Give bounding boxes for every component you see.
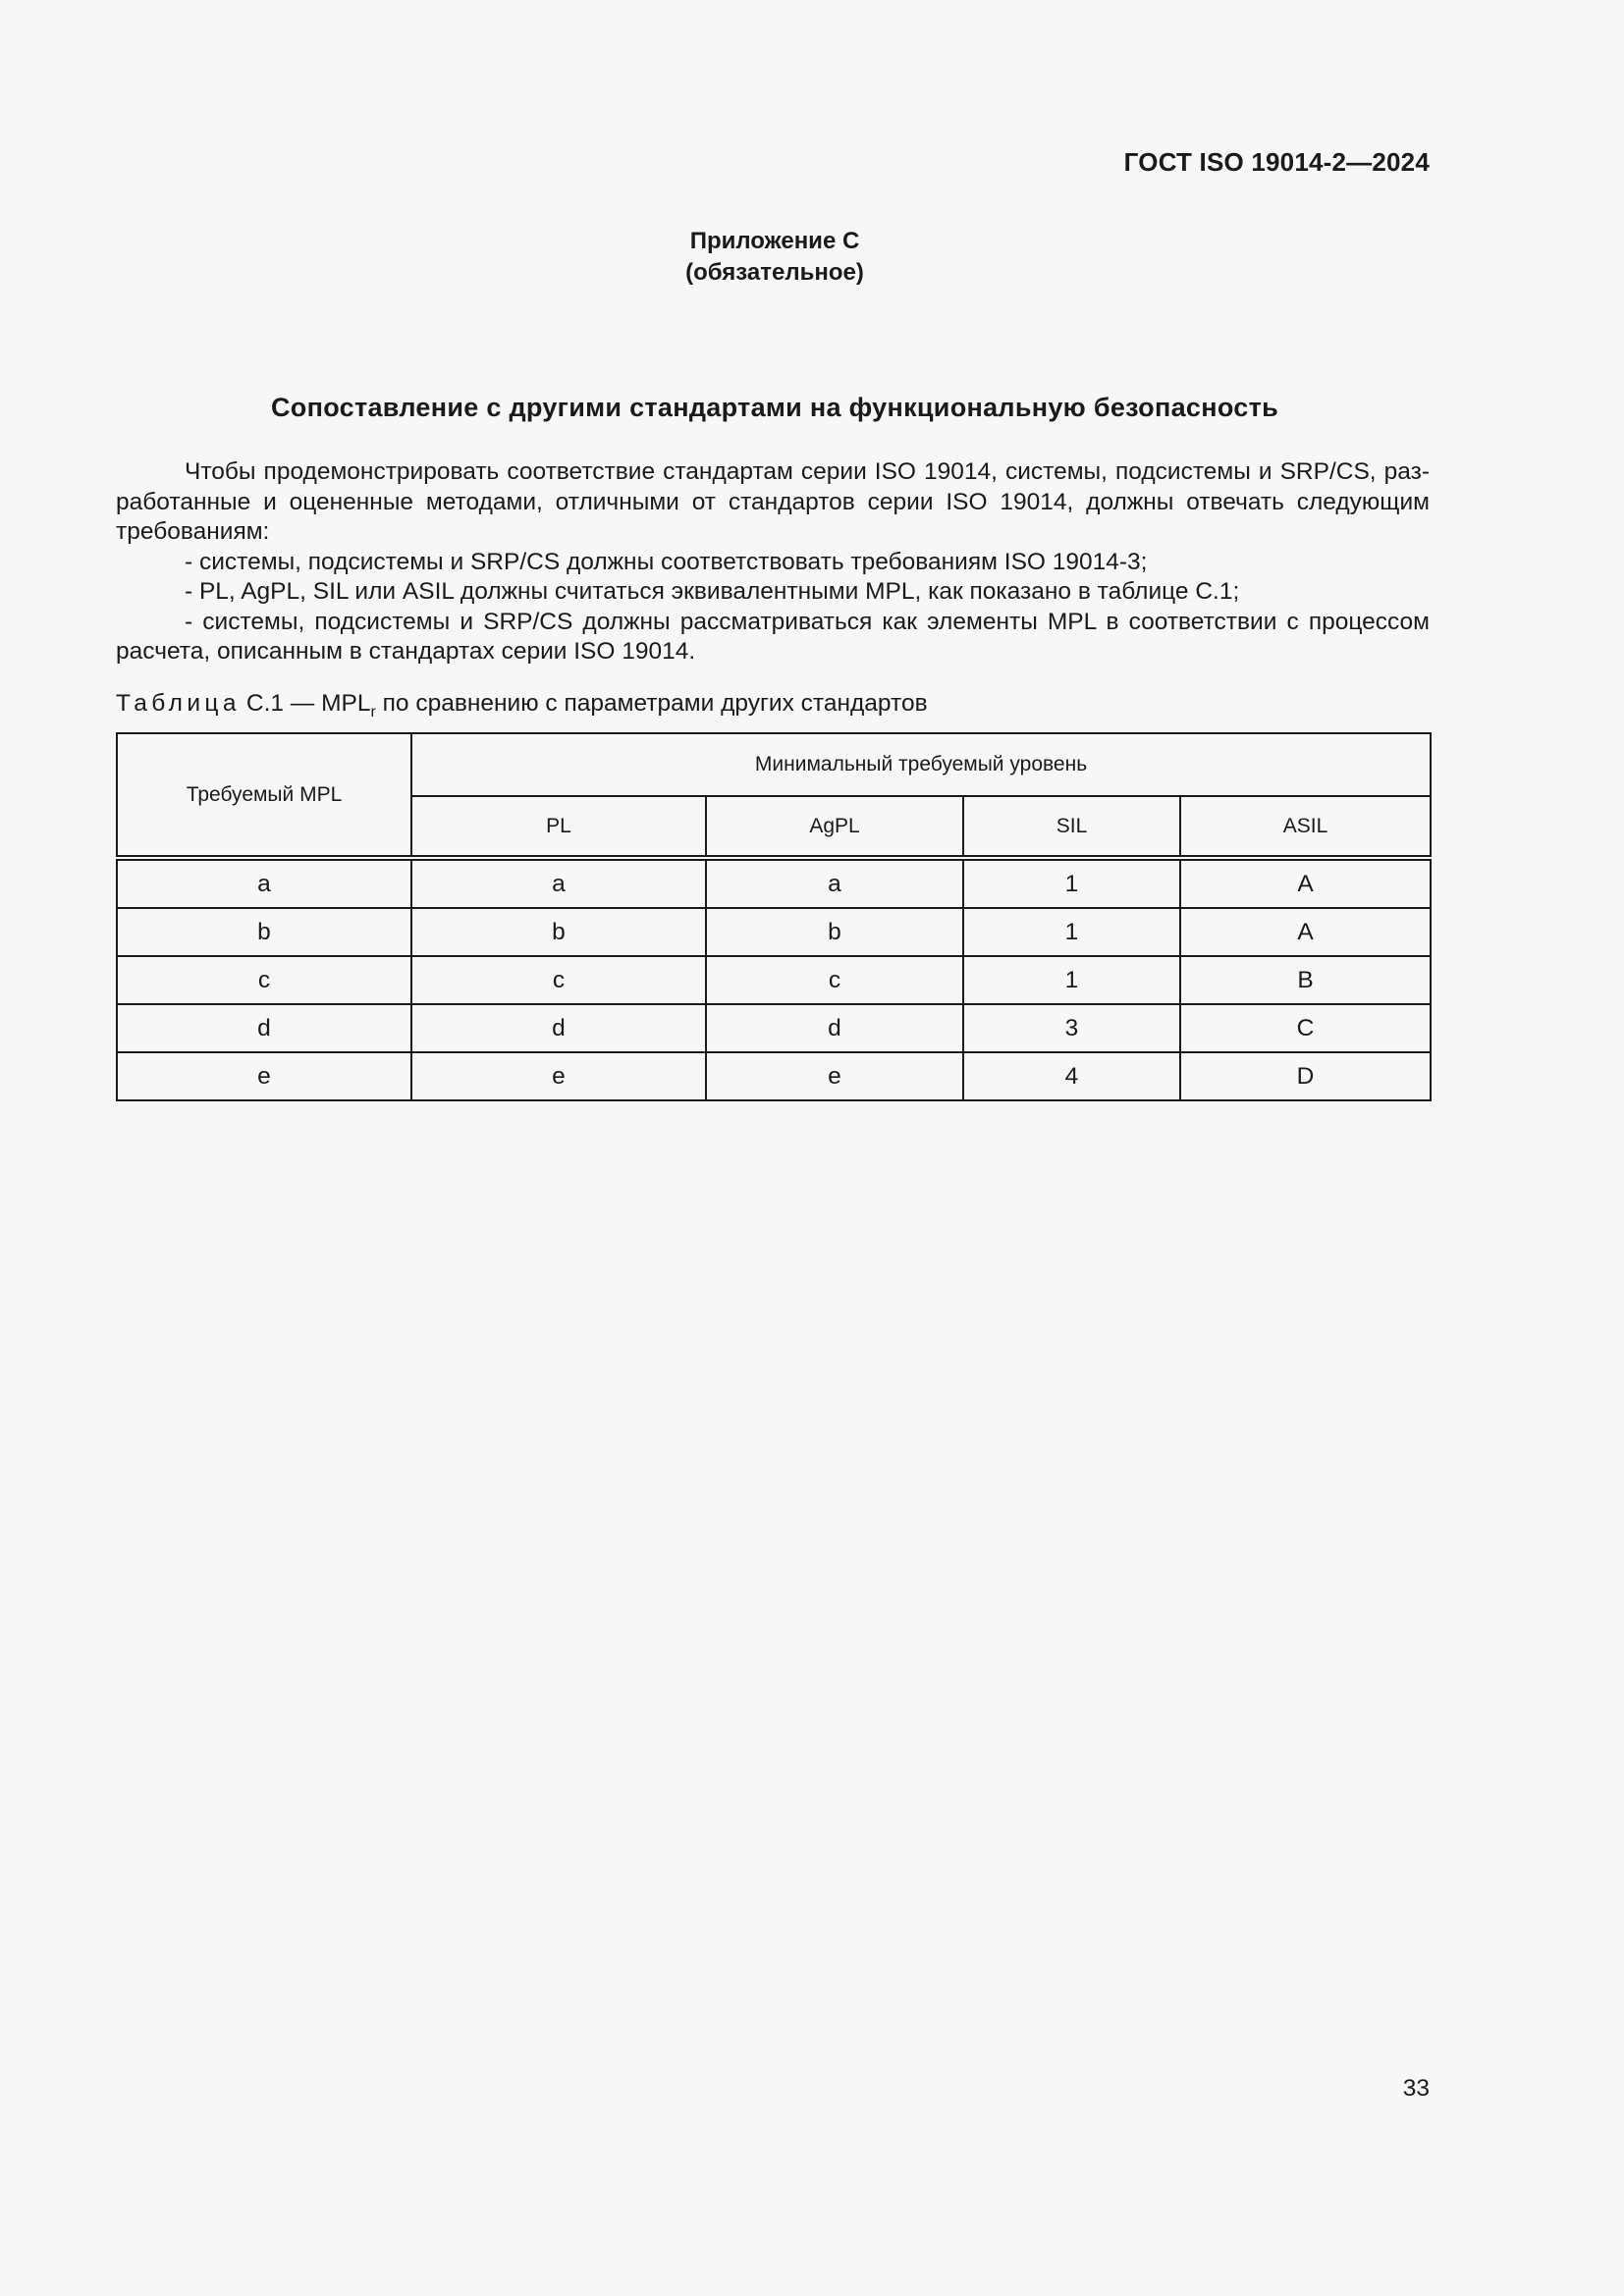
list-item: - системы, подсистемы и SRP/CS должны рассматриваться как элементы MPL в соответствии с процессом расчета, описанным в стандартах серии ISO 19014. [116, 608, 1430, 665]
caption-text: по сравнению с параметрами других стандартов [382, 690, 928, 717]
cell-pl: e [411, 1052, 706, 1100]
comparison-table [116, 732, 1432, 1101]
section-title: Сопоставление с другими стандартами на функциональную безопасность [271, 393, 1278, 422]
header-sil: SIL [963, 796, 1180, 858]
header-required-mpl: Требуемый MPL [117, 733, 411, 858]
cell-asil: A [1180, 858, 1431, 908]
cell-mpl: c [117, 956, 411, 1004]
cell-agpl: b [706, 908, 963, 956]
intro-paragraph: Чтобы продемонстрировать соответствие стандартам серии ISO 19014, системы, подсистемы и SRP/CS, разработанные и оцененные методами, отличными от стандартов серии ISO 19014, должны отвечать следующим требованиям: [116, 458, 1430, 545]
cell-agpl: a [706, 858, 963, 908]
cell-pl: d [411, 1004, 706, 1052]
cell-sil: 1 [963, 956, 1180, 1004]
requirements-list [116, 548, 1430, 667]
cell-asil: C [1180, 1004, 1431, 1052]
cell-sil: 3 [963, 1004, 1180, 1052]
table-row [117, 1004, 1431, 1052]
cell-agpl: e [706, 1052, 963, 1100]
cell-mpl: e [117, 1052, 411, 1100]
annex-status: (обязательное) [685, 259, 864, 286]
cell-asil: A [1180, 908, 1431, 956]
list-item: - системы, подсистемы и SRP/CS должны соответствовать требованиям ISO 19014-3; [185, 548, 1148, 575]
list-item: - PL, AgPL, SIL или ASIL должны считаться эквивалентными MPL, как показано в таблице С.1; [185, 578, 1240, 605]
annex-title: Приложение С [689, 228, 860, 254]
table-caption [116, 690, 928, 721]
cell-asil: D [1180, 1052, 1431, 1100]
table-row [117, 908, 1431, 956]
cell-pl: b [411, 908, 706, 956]
cell-agpl: c [706, 956, 963, 1004]
annex-heading [0, 226, 1549, 289]
caption-number: С.1 — MPL [245, 690, 371, 717]
table-row [117, 956, 1431, 1004]
table-row [117, 858, 1431, 908]
cell-sil: 1 [963, 908, 1180, 956]
body-text [116, 457, 1430, 667]
caption-subscript: r [370, 704, 376, 721]
cell-sil: 4 [963, 1052, 1180, 1100]
header-min-level: Минимальный требуемый уровень [411, 733, 1431, 796]
cell-mpl: b [117, 908, 411, 956]
cell-mpl: d [117, 1004, 411, 1052]
cell-pl: a [411, 858, 706, 908]
table-header-row [117, 733, 1431, 796]
header-asil: ASIL [1180, 796, 1431, 858]
cell-pl: c [411, 956, 706, 1004]
cell-mpl: a [117, 858, 411, 908]
cell-sil: 1 [963, 858, 1180, 908]
document-code: ГОСТ ISO 19014-2—2024 [1123, 147, 1430, 177]
header-agpl: AgPL [706, 796, 963, 858]
cell-asil: B [1180, 956, 1431, 1004]
caption-label: Таблица [116, 690, 241, 717]
table-row [117, 1052, 1431, 1100]
page-number: 33 [1402, 2075, 1430, 2102]
cell-agpl: d [706, 1004, 963, 1052]
header-pl: PL [411, 796, 706, 858]
